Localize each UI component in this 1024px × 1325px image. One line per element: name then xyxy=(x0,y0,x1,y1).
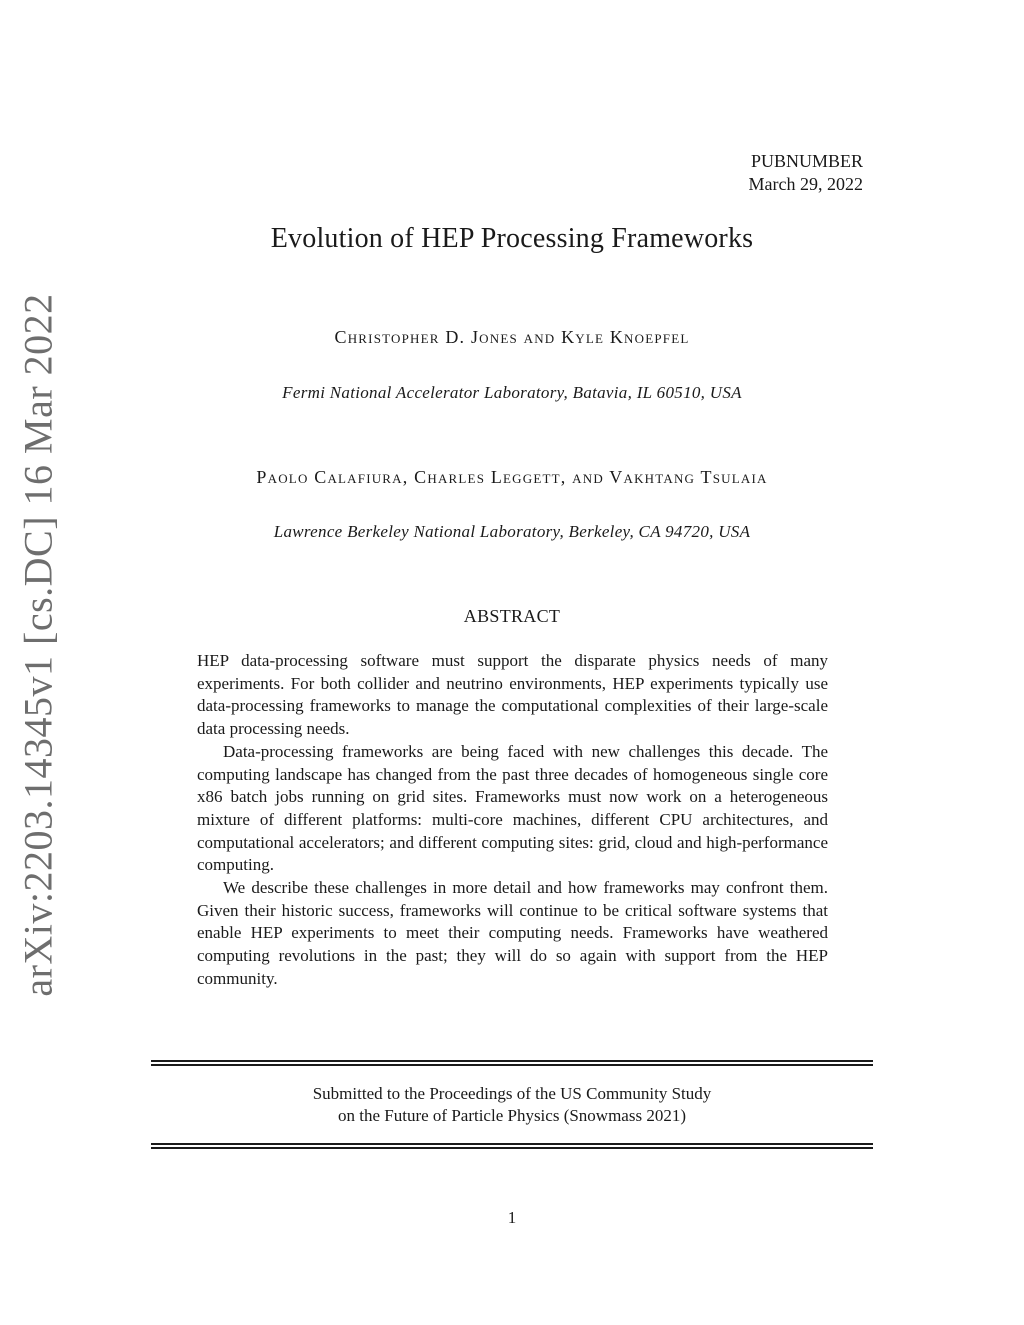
publication-info xyxy=(749,150,863,196)
abstract-heading: ABSTRACT xyxy=(463,606,561,626)
abstract-paragraph: Data-processing frameworks are being faced with new challenges this decade. The computing landscape has changed from the past three decades of homogeneous single core x86 batch jobs running on grid sites. Frameworks must now work on a heterogeneous mixture of different platforms: multi-core machines, different CPU architectures, and computational accelerators; and different computing sites: grid, cloud and high-performance computing. xyxy=(197,741,828,875)
arxiv-identifier-stamp: arXiv:2203.14345v1 [cs.DC] 16 Mar 2022 xyxy=(15,293,61,997)
author-list-fermilab: Christopher D. Jones and Kyle Knoepfel xyxy=(334,327,690,347)
affiliation-lbnl: Lawrence Berkeley National Laboratory, Berkeley, CA 94720, USA xyxy=(273,522,751,541)
abstract-paragraph: HEP data-processing software must support the disparate physics needs of many experiments. For both collider and neutrino environments, HEP experiments typically use data-processing frameworks to manage the computational complexities of their large-scale data processing needs. xyxy=(197,651,828,739)
rule-line xyxy=(151,1143,873,1145)
top-double-rule xyxy=(151,1060,873,1068)
pubnumber-label: PUBNUMBER xyxy=(750,151,863,171)
author-list-lbnl: Paolo Calafiura, Charles Leggett, and Vakhtang Tsulaia xyxy=(256,467,768,487)
bottom-double-rule xyxy=(151,1143,873,1151)
abstract-paragraph: We describe these challenges in more detail and how frameworks may confront them. Given their historic success, frameworks will continue to be critical software systems that enable HEP experiments to meet their computing needs. Frameworks have weathered computing revolutions in the past; they will do so again with support from the HEP community. xyxy=(197,878,828,988)
submission-line-2: on the Future of Particle Physics (Snowmass 2021) xyxy=(338,1106,686,1125)
rule-line xyxy=(151,1060,873,1062)
paper-title: Evolution of HEP Processing Frameworks xyxy=(270,223,754,254)
publication-date: March 29, 2022 xyxy=(748,174,863,194)
affiliation-fermilab: Fermi National Accelerator Laboratory, Batavia, IL 60510, USA xyxy=(282,383,742,402)
rule-line xyxy=(151,1064,873,1066)
submission-note xyxy=(0,1083,1024,1127)
rule-line xyxy=(151,1147,873,1149)
submission-line-1: Submitted to the Proceedings of the US Community Study xyxy=(312,1084,712,1103)
abstract-body xyxy=(197,650,828,991)
page-number: 1 xyxy=(507,1208,517,1227)
